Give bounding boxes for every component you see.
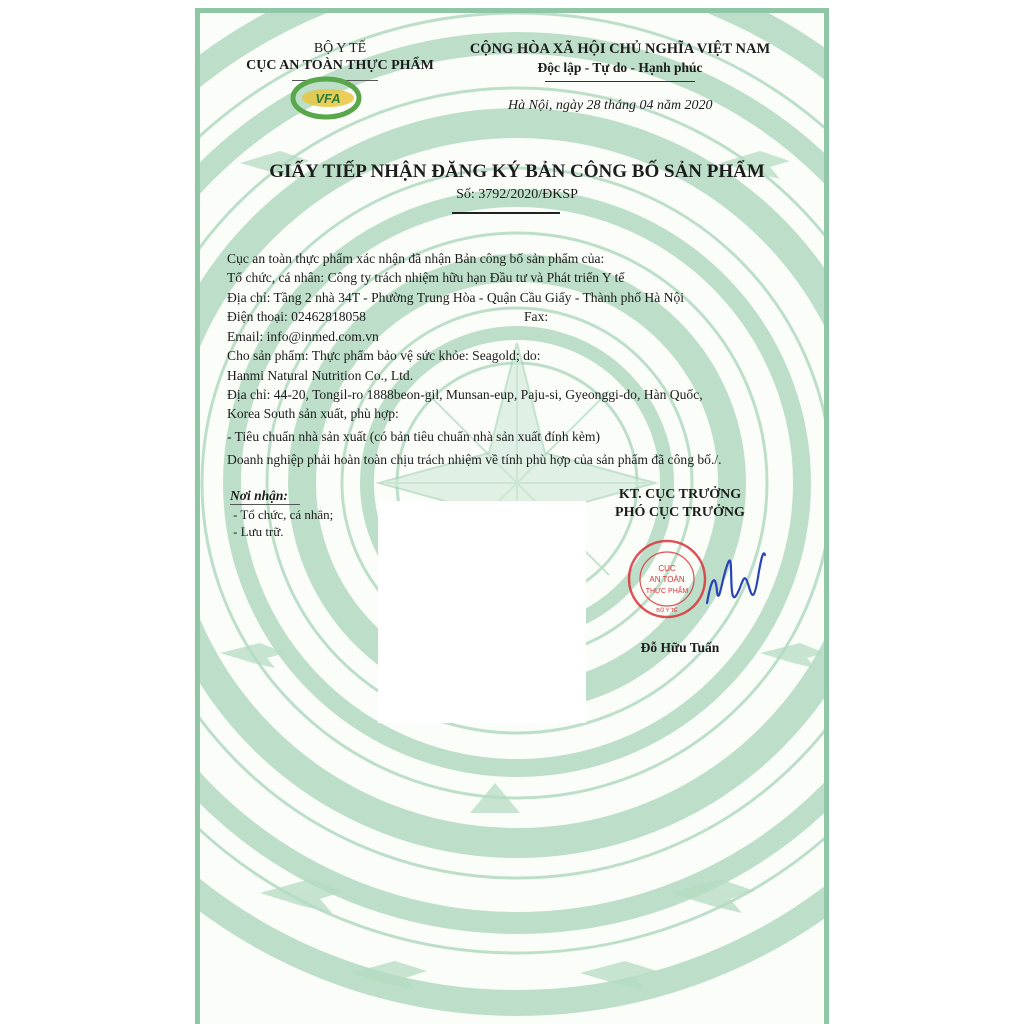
vfa-logo (288, 76, 366, 120)
redacted-area (378, 501, 586, 723)
body-line-address: Địa chỉ: Tầng 2 nhà 34T - Phường Trung Hòa - Quận Cầu Giấy - Thành phố Hà Nội (227, 290, 685, 305)
issue-date: Hà Nội, ngày 28 tháng 04 năm 2020 (508, 98, 713, 113)
recipient-item: - Lưu trữ. (233, 524, 284, 539)
republic-name: CỘNG HÒA XÃ HỘI CHỦ NGHĨA VIỆT NAM (469, 41, 771, 57)
body-line-fax: Fax: (524, 309, 549, 324)
official-stamp (625, 531, 775, 631)
body-line-intro: Cục an toàn thực phẩm xác nhận đã nhận Bản công bố sản phẩm của: (227, 251, 605, 266)
body-line-responsibility: Doanh nghiệp phải hoàn toàn chịu trách nhiệm về tính phù hợp của sản phẩm đã công bố./. (227, 452, 722, 467)
body-line-standard: - Tiêu chuẩn nhà sản xuất (có bản tiêu chuẩn nhà sản xuất đính kèm) (227, 429, 600, 444)
recipients-heading: Nơi nhận: (230, 488, 288, 503)
recipients-underline (230, 504, 300, 505)
signer-name: Đỗ Hữu Tuấn (640, 640, 720, 655)
ministry-name: BỘ Y TẾ (313, 41, 367, 56)
stamp-ring-text: BỘ Y TẾ (656, 608, 678, 614)
signer-role-1: KT. CỤC TRƯỞNG (618, 487, 742, 502)
signer-role-2: PHÓ CỤC TRƯỞNG (615, 505, 745, 520)
recipient-item: - Tổ chức, cá nhân; (233, 507, 334, 522)
national-motto: Độc lập - Tự do - Hạnh phúc (537, 60, 703, 75)
stamp-text: CỤC (658, 564, 676, 573)
certificate-page (195, 8, 829, 1024)
body-line-organization: Tổ chức, cá nhân: Công ty trách nhiệm hữu hạn Đầu tư và Phát triển Y tế (227, 270, 625, 285)
title-underline (452, 212, 560, 214)
document-number: Số: 3792/2020/ĐKSP (456, 187, 578, 202)
agency-name: CỤC AN TOÀN THỰC PHẨM (246, 58, 434, 73)
body-line-manufacturer-address: Địa chỉ: 44-20, Tongil-ro 1888beon-gil, Munsan-eup, Paju-si, Gyeonggi-do, Hàn Quốc, (227, 387, 703, 402)
handwritten-signature (707, 553, 765, 603)
body-line-country: Korea South sản xuất, phù hợp: (227, 406, 399, 421)
body-line-email: Email: info@inmed.com.vn (227, 329, 379, 344)
stamp-text: THỰC PHẨM (645, 588, 689, 595)
body-line-product: Cho sản phẩm: Thực phẩm bảo vệ sức khỏe: Seagold; do: (227, 348, 541, 363)
motto-underline (545, 81, 695, 82)
body-line-phone: Điện thoại: 02462818058 (227, 309, 366, 324)
document-title: GIẤY TIẾP NHẬN ĐĂNG KÝ BẢN CÔNG BỐ SẢN PHẨM (269, 161, 765, 182)
body-line-manufacturer: Hanmi Natural Nutrition Co., Ltd. (227, 368, 414, 383)
stamp-text: AN TOÀN (649, 575, 685, 584)
vfa-logo-text: VFA (315, 91, 341, 106)
